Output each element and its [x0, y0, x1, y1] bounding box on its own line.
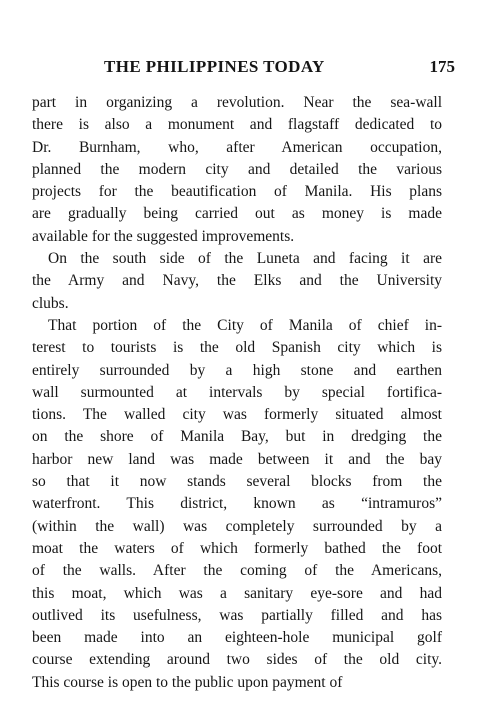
text-line: of the walls. After the coming of the Americans, — [32, 562, 442, 580]
paragraph — [32, 92, 442, 248]
text-line: this moat, which was a sanitary eye-sore and had — [32, 584, 442, 602]
text-line: On the south side of the Luneta and facing it are — [48, 250, 442, 268]
text-line: clubs. — [32, 294, 69, 312]
text-line: wall surmounted at intervals by special fortifica- — [32, 383, 442, 401]
text-line: course extending around two sides of the old city. — [32, 651, 442, 669]
text-line: available for the suggested improvements. — [32, 227, 295, 245]
text-line: so that it now stands several blocks from the — [32, 473, 442, 491]
text-line: there is also a monument and flagstaff dedicated to — [32, 116, 442, 134]
text-line: on the shore of Manila Bay, but in dredging the — [32, 428, 442, 446]
text-line: the Army and Navy, the Elks and the University — [32, 272, 442, 290]
text-line: part in organizing a revolution. Near the sea-wall — [32, 94, 442, 111]
paragraph — [32, 315, 442, 694]
text-line: planned the modern city and detailed the various — [32, 160, 442, 178]
text-line: outlived its usefulness, was partially filled and has — [32, 606, 442, 624]
text-line: That portion of the City of Manila of chief in- — [48, 316, 442, 334]
text-line: terest to tourists is the old Spanish city which is — [32, 339, 442, 357]
text-line: This course is open to the public upon payment of — [32, 673, 343, 691]
text-line: tions. The walled city was formerly situated almost — [32, 406, 442, 424]
running-header — [32, 57, 455, 79]
text-line: entirely surrounded by a high stone and earthen — [32, 361, 442, 379]
page-number: 175 — [429, 57, 455, 76]
running-title: THE PHILIPPINES TODAY — [104, 57, 325, 76]
text-line: are gradually being carried out as money is made — [32, 205, 442, 223]
body-text — [32, 92, 442, 694]
text-line: harbor new land was made between it and the bay — [32, 450, 442, 468]
text-line: been made into an eighteen-hole municipal golf — [32, 629, 442, 647]
text-line: moat the waters of which formerly bathed the foot — [32, 539, 442, 557]
text-line: Dr. Burnham, who, after American occupation, — [32, 138, 442, 156]
text-line: waterfront. This district, known as “intramuros” — [32, 495, 442, 513]
text-line: projects for the beautification of Manila. His plans — [32, 183, 442, 201]
text-line: (within the wall) was completely surrounded by a — [32, 517, 442, 535]
paragraph — [32, 248, 442, 315]
